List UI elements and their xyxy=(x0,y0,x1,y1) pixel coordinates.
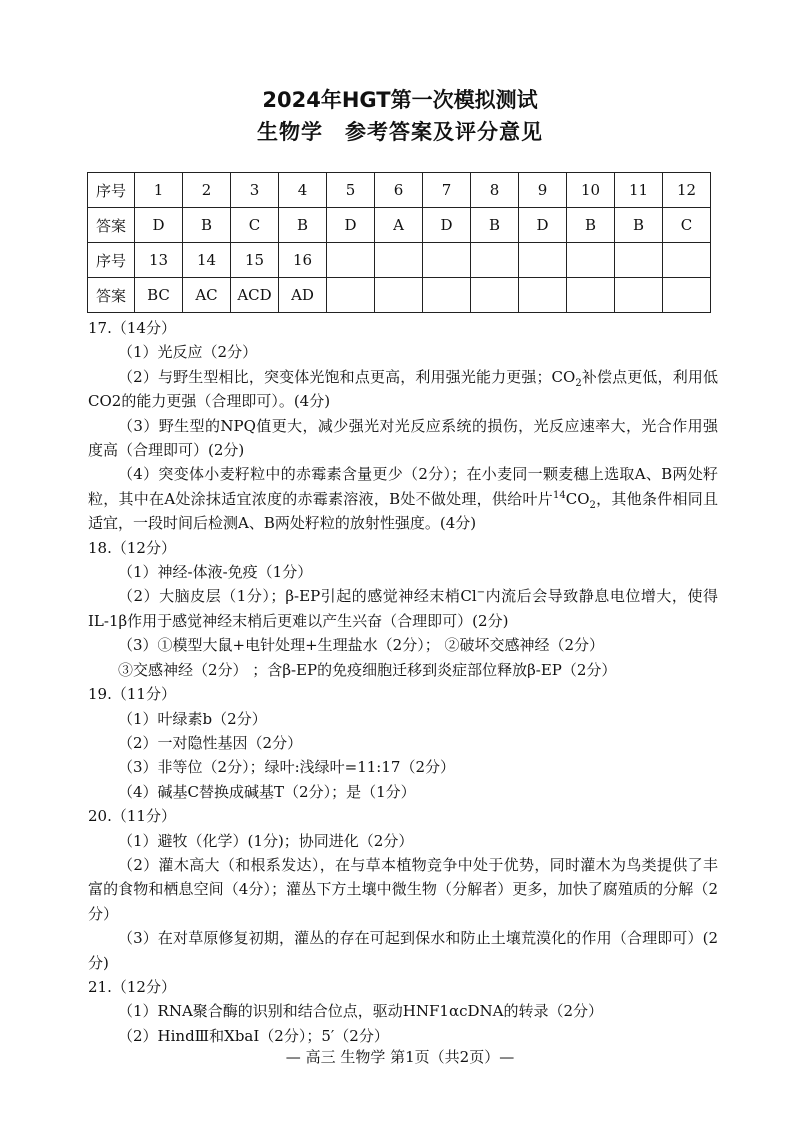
answer-table-cell: BC xyxy=(135,278,183,313)
answer-table-cell: 14 xyxy=(183,243,231,278)
answer-table-row-label: 答案 xyxy=(88,278,135,313)
q19-part-1: （1）叶绿素b（2分） xyxy=(118,709,267,728)
q18-part-4: ③交感神经（2分） ；含β-EP的免疫细胞迁移到炎症部位释放β-EP（2分） xyxy=(118,660,617,679)
page-title: 2024年HGT第一次模拟测试 xyxy=(262,88,538,112)
answer-table-cell: 11 xyxy=(615,173,663,208)
q17-part-3: （3）野生型的NPQ值更大，减少强光对光反应系统的损伤，光反应速率大，光合作用强度高（合理即可）(2分) xyxy=(88,416,718,460)
answer-table-cell: A xyxy=(375,208,423,243)
question-17-heading: 17.（14分） xyxy=(88,319,176,337)
answer-table-cell: B xyxy=(567,208,615,243)
q18-part-3: （3）①模型大鼠+电针处理+生理盐水（2分）； ②破坏交感神经（2分） xyxy=(118,636,605,655)
q18-part-2: （2）大脑皮层（1分）；β-EP引起的感觉神经末梢Cl−内流后会导致静息电位增大，使得IL-1β作用于感觉神经末梢后更难以产生兴奋（合理即可）(2分) xyxy=(88,587,718,630)
answer-table-cell: 15 xyxy=(231,243,279,278)
answer-table-cell: AD xyxy=(279,278,327,313)
question-18-heading: 18.（12分） xyxy=(88,538,176,557)
answer-table-cell: D xyxy=(519,208,567,243)
answer-table-cell xyxy=(519,278,567,313)
answer-table-cell: 1 xyxy=(135,173,183,208)
answer-table-cell: 8 xyxy=(471,173,519,208)
answer-table-cell xyxy=(567,278,615,313)
answer-table-cell xyxy=(375,278,423,313)
page-footer: — 高三 生物学 第1页（共2页）— xyxy=(285,1048,515,1066)
answer-table-cell xyxy=(423,243,471,278)
answer-table-row-label: 序号 xyxy=(88,243,135,278)
answer-table-cell: 2 xyxy=(183,173,231,208)
page-subtitle xyxy=(0,116,800,146)
answer-table-cell: 6 xyxy=(375,173,423,208)
answer-table-cell xyxy=(375,243,423,278)
answer-table-cell: 3 xyxy=(231,173,279,208)
answer-key-label: 参考答案及评分意见 xyxy=(345,120,543,144)
answer-table-cell xyxy=(423,278,471,313)
answer-table-cell: B xyxy=(279,208,327,243)
q21-part-1: （1）RNA聚合酶的识别和结合位点，驱动HNF1αcDNA的转录（2分） xyxy=(118,1002,604,1021)
answer-table-row-label: 序号 xyxy=(88,173,135,208)
answer-table-cell xyxy=(327,243,375,278)
answer-table-cell xyxy=(567,243,615,278)
answer-table-cell xyxy=(663,243,711,278)
answer-table-cell xyxy=(471,278,519,313)
answer-table-row xyxy=(88,243,711,278)
q21-part-2: （2）HindⅢ和XbaⅠ（2分）；5′（2分） xyxy=(118,1026,389,1045)
answer-explanations xyxy=(88,316,718,1048)
q17-part-1: （1）光反应（2分） xyxy=(118,343,258,362)
answer-table-row xyxy=(88,208,711,243)
answer-table-cell: D xyxy=(327,208,375,243)
q18-part-1: （1）神经-体液-免疫（1分） xyxy=(118,563,313,582)
answer-table-cell: 7 xyxy=(423,173,471,208)
question-20-heading: 20.（11分） xyxy=(88,807,176,826)
q17-part-2: （2）与野生型相比，突变体光饱和点更高，利用强光能力更强；$CO_2$补偿点更低，利用低CO2的能力更强（合理即可）。(4分) xyxy=(88,367,718,411)
answer-table-cell xyxy=(471,243,519,278)
subject-label: 生物学 xyxy=(257,120,323,144)
answer-table-cell xyxy=(519,243,567,278)
answer-table-row xyxy=(88,278,711,313)
answer-table-cell xyxy=(327,278,375,313)
answer-table-cell: 12 xyxy=(663,173,711,208)
q19-part-2: （2）一对隐性基因（2分） xyxy=(118,733,303,752)
answer-table-cell: 13 xyxy=(135,243,183,278)
q19-part-3: （3）非等位（2分）；绿叶:浅绿叶=11:17（2分） xyxy=(118,758,455,777)
answer-table-cell xyxy=(615,278,663,313)
answer-table-cell: 16 xyxy=(279,243,327,278)
answer-table-cell: B xyxy=(471,208,519,243)
answer-table-cell: B xyxy=(615,208,663,243)
answer-table-cell: AC xyxy=(183,278,231,313)
answer-table-cell: 10 xyxy=(567,173,615,208)
question-19-heading: 19.（11分） xyxy=(88,685,176,704)
q19-part-4: （4）碱基C替换成碱基T（2分）；是（1分） xyxy=(118,782,416,801)
answer-table-cell xyxy=(615,243,663,278)
answer-table-cell: D xyxy=(423,208,471,243)
answer-table-cell: ACD xyxy=(231,278,279,313)
answer-table-row xyxy=(88,173,711,208)
q20-part-3: （3）在对草原修复初期，灌丛的存在可起到保水和防止土壤荒漠化的作用（合理即可）(2分) xyxy=(88,929,718,972)
answer-table-cell: 5 xyxy=(327,173,375,208)
answer-table-cell: 4 xyxy=(279,173,327,208)
question-21-heading: 21.（12分） xyxy=(88,977,176,996)
answer-table-cell xyxy=(663,278,711,313)
answer-table xyxy=(87,172,711,313)
answer-table-cell: C xyxy=(663,208,711,243)
q20-part-2: （2）灌木高大（和根系发达），在与草本植物竞争中处于优势，同时灌木为鸟类提供了丰富的食物和栖息空间（4分）；灌丛下方土壤中微生物（分解者）更多，加快了腐殖质的分解（2分） xyxy=(88,855,718,923)
q17-part-4: （4）突变体小麦籽粒中的赤霉素含量更少（2分）；在小麦同一颗麦穗上选取A、B两处籽粒，其中在A处涂抹适宜浓度的赤霉素溶液，B处不做处理，供给叶片$^{14}CO_2$，其他条件相同且适宜，一段时间后检测A、B两处籽粒的放射性强度。(4分) xyxy=(88,465,718,533)
answer-table-cell: D xyxy=(135,208,183,243)
answer-table-cell: C xyxy=(231,208,279,243)
answer-table-cell: B xyxy=(183,208,231,243)
q20-part-1: （1）避牧（化学）(1分)；协同进化（2分） xyxy=(118,831,414,850)
answer-table-cell: 9 xyxy=(519,173,567,208)
answer-table-row-label: 答案 xyxy=(88,208,135,243)
